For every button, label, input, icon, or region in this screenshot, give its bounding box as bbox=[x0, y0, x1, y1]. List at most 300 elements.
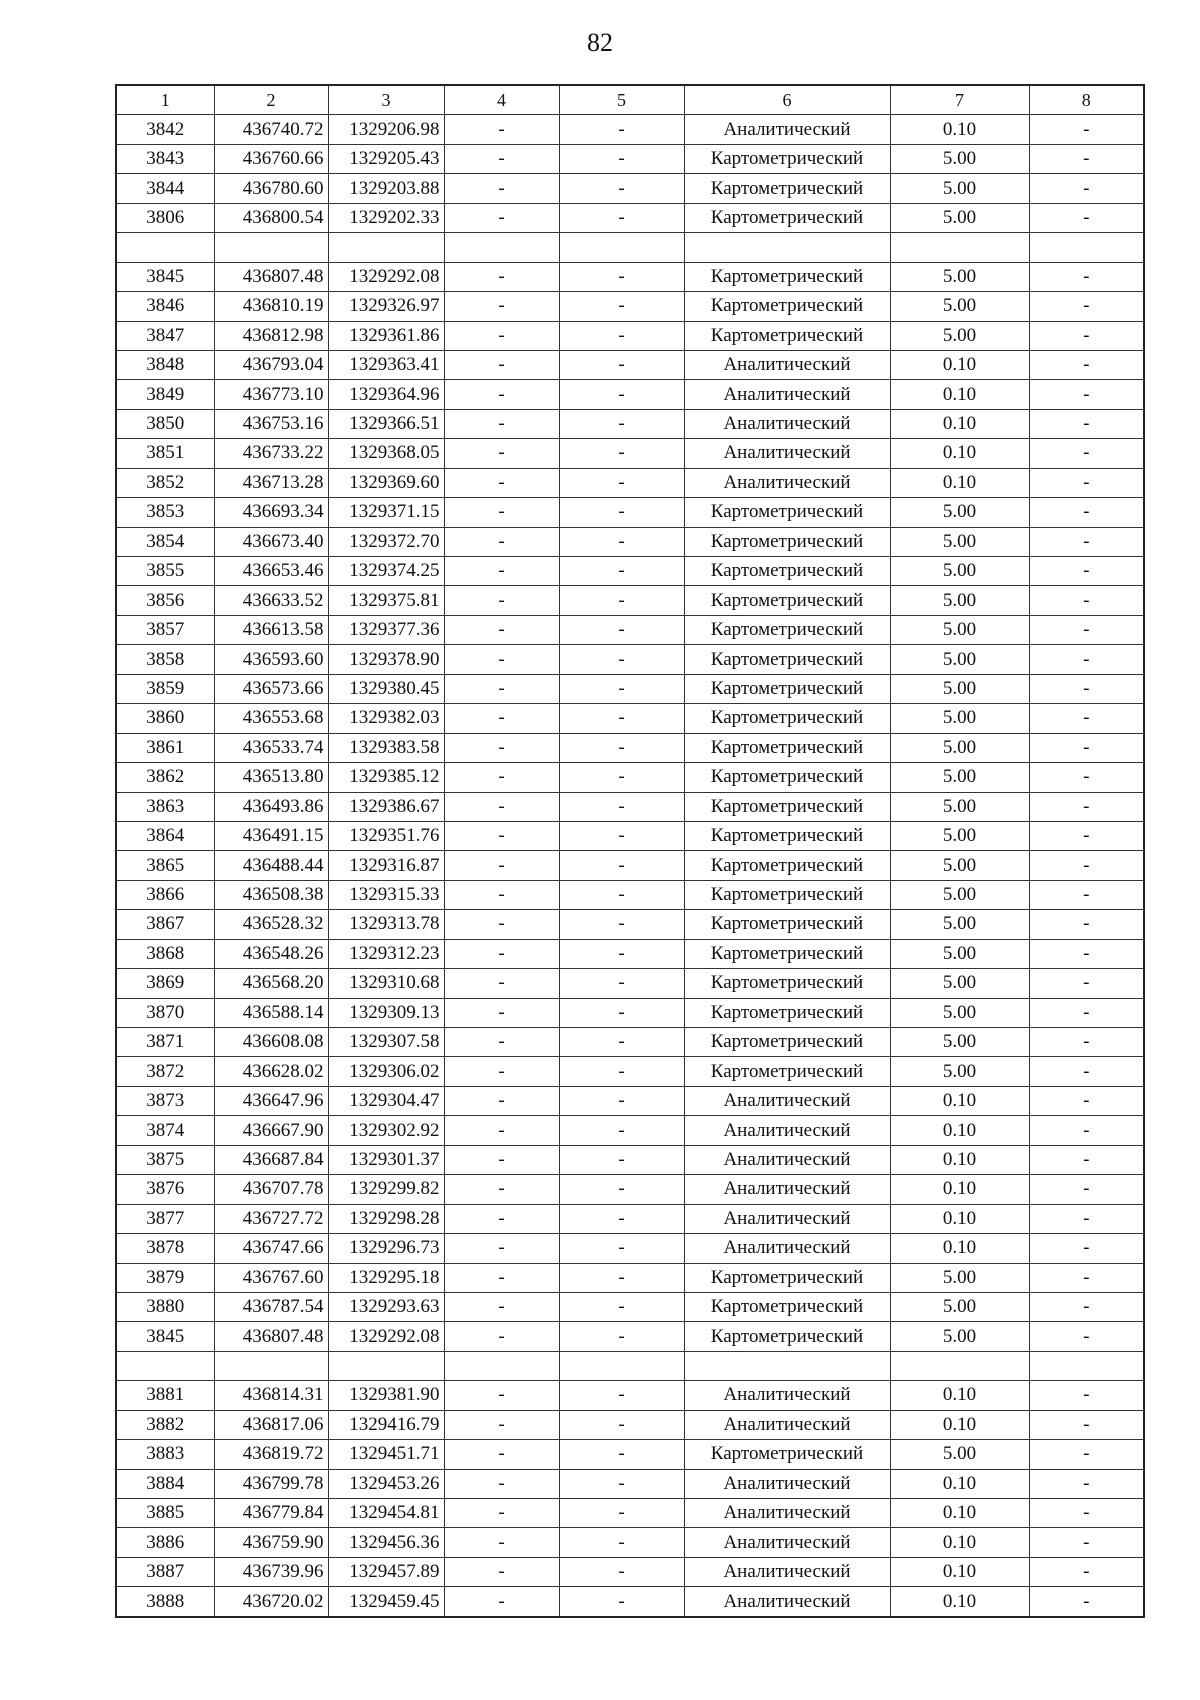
point-number-cell: 3845 bbox=[116, 1322, 214, 1351]
table-body bbox=[116, 115, 1144, 1617]
column-4-cell: - bbox=[444, 321, 559, 350]
point-number-cell: 3850 bbox=[116, 409, 214, 438]
column-4-cell: - bbox=[444, 144, 559, 173]
x-coordinate-cell: 436553.68 bbox=[214, 704, 328, 733]
column-8-cell: - bbox=[1029, 557, 1144, 586]
column-8-cell: - bbox=[1029, 851, 1144, 880]
y-coordinate-cell: 1329380.45 bbox=[328, 674, 444, 703]
y-coordinate-cell: 1329315.33 bbox=[328, 880, 444, 909]
method-cell: Картометрический bbox=[684, 645, 890, 674]
y-coordinate-cell: 1329301.37 bbox=[328, 1145, 444, 1174]
accuracy-cell: 5.00 bbox=[890, 262, 1029, 291]
column-8-cell: - bbox=[1029, 262, 1144, 291]
point-number-cell: 3860 bbox=[116, 704, 214, 733]
column-4-cell: - bbox=[444, 1057, 559, 1086]
column-5-cell: - bbox=[559, 586, 684, 615]
table-row bbox=[116, 615, 1144, 644]
column-5-cell: - bbox=[559, 115, 684, 144]
point-number-cell: 3868 bbox=[116, 939, 214, 968]
y-coordinate-cell: 1329385.12 bbox=[328, 763, 444, 792]
column-5-cell: - bbox=[559, 851, 684, 880]
point-number-cell: 3862 bbox=[116, 763, 214, 792]
point-number-cell: 3846 bbox=[116, 292, 214, 321]
x-coordinate-cell: 436673.40 bbox=[214, 527, 328, 556]
column-5-cell: - bbox=[559, 144, 684, 173]
table-row bbox=[116, 1351, 1144, 1380]
column-5-cell: - bbox=[559, 1057, 684, 1086]
accuracy-cell: 0.10 bbox=[890, 439, 1029, 468]
column-4-cell: - bbox=[444, 292, 559, 321]
point-number-cell: 3872 bbox=[116, 1057, 214, 1086]
accuracy-cell: 5.00 bbox=[890, 1292, 1029, 1321]
point-number-cell: 3843 bbox=[116, 144, 214, 173]
point-number-cell: 3879 bbox=[116, 1263, 214, 1292]
method-cell: Картометрический bbox=[684, 674, 890, 703]
table-row bbox=[116, 203, 1144, 232]
y-coordinate-cell: 1329369.60 bbox=[328, 468, 444, 497]
table-row bbox=[116, 409, 1144, 438]
column-4-cell: - bbox=[444, 969, 559, 998]
column-5-cell: - bbox=[559, 615, 684, 644]
column-8-cell: - bbox=[1029, 998, 1144, 1027]
method-cell: Картометрический bbox=[684, 1440, 890, 1469]
accuracy-cell: 5.00 bbox=[890, 763, 1029, 792]
point-number-cell: 3844 bbox=[116, 174, 214, 203]
table-row bbox=[116, 439, 1144, 468]
y-coordinate-cell: 1329316.87 bbox=[328, 851, 444, 880]
column-5-cell: - bbox=[559, 880, 684, 909]
column-8-cell: - bbox=[1029, 321, 1144, 350]
column-8-cell: - bbox=[1029, 1381, 1144, 1410]
y-coordinate-cell: 1329206.98 bbox=[328, 115, 444, 144]
x-coordinate-cell: 436588.14 bbox=[214, 998, 328, 1027]
x-coordinate-cell: 436653.46 bbox=[214, 557, 328, 586]
x-coordinate-cell: 436628.02 bbox=[214, 1057, 328, 1086]
column-4-cell: - bbox=[444, 910, 559, 939]
x-coordinate-cell: 436814.31 bbox=[214, 1381, 328, 1410]
column-4-cell: - bbox=[444, 1116, 559, 1145]
table-row bbox=[116, 880, 1144, 909]
table-row bbox=[116, 380, 1144, 409]
accuracy-cell: 5.00 bbox=[890, 969, 1029, 998]
point-number-cell: 3876 bbox=[116, 1175, 214, 1204]
accuracy-cell: 5.00 bbox=[890, 910, 1029, 939]
column-5-cell: - bbox=[559, 1440, 684, 1469]
x-coordinate-cell: 436687.84 bbox=[214, 1145, 328, 1174]
column-8-cell: - bbox=[1029, 527, 1144, 556]
x-coordinate-cell: 436633.52 bbox=[214, 586, 328, 615]
point-number-cell bbox=[116, 233, 214, 262]
x-coordinate-cell: 436513.80 bbox=[214, 763, 328, 792]
x-coordinate-cell: 436807.48 bbox=[214, 1322, 328, 1351]
method-cell: Картометрический bbox=[684, 821, 890, 850]
accuracy-cell: 5.00 bbox=[890, 821, 1029, 850]
x-coordinate-cell: 436493.86 bbox=[214, 792, 328, 821]
accuracy-cell: 5.00 bbox=[890, 998, 1029, 1027]
accuracy-cell: 0.10 bbox=[890, 1086, 1029, 1115]
column-4-cell: - bbox=[444, 1440, 559, 1469]
method-cell: Аналитический bbox=[684, 1381, 890, 1410]
point-number-cell: 3851 bbox=[116, 439, 214, 468]
table-row bbox=[116, 557, 1144, 586]
accuracy-cell: 0.10 bbox=[890, 1469, 1029, 1498]
point-number-cell: 3842 bbox=[116, 115, 214, 144]
point-number-cell: 3877 bbox=[116, 1204, 214, 1233]
point-number-cell: 3867 bbox=[116, 910, 214, 939]
table-row bbox=[116, 233, 1144, 262]
column-5-cell: - bbox=[559, 1410, 684, 1439]
point-number-cell: 3853 bbox=[116, 498, 214, 527]
column-4-cell: - bbox=[444, 1145, 559, 1174]
column-8-cell bbox=[1029, 233, 1144, 262]
y-coordinate-cell: 1329386.67 bbox=[328, 792, 444, 821]
y-coordinate-cell: 1329310.68 bbox=[328, 969, 444, 998]
x-coordinate-cell: 436812.98 bbox=[214, 321, 328, 350]
column-5-cell: - bbox=[559, 409, 684, 438]
point-number-cell: 3849 bbox=[116, 380, 214, 409]
column-8-cell: - bbox=[1029, 1057, 1144, 1086]
x-coordinate-cell: 436807.48 bbox=[214, 262, 328, 291]
column-5-cell: - bbox=[559, 821, 684, 850]
table-row bbox=[116, 468, 1144, 497]
method-cell: Аналитический bbox=[684, 1469, 890, 1498]
column-8-cell: - bbox=[1029, 880, 1144, 909]
x-coordinate-cell: 436817.06 bbox=[214, 1410, 328, 1439]
column-8-cell: - bbox=[1029, 1410, 1144, 1439]
column-4-cell: - bbox=[444, 704, 559, 733]
method-cell: Картометрический bbox=[684, 527, 890, 556]
column-5-cell: - bbox=[559, 645, 684, 674]
method-cell: Аналитический bbox=[684, 1499, 890, 1528]
column-5-cell: - bbox=[559, 1528, 684, 1557]
x-coordinate-cell: 436593.60 bbox=[214, 645, 328, 674]
accuracy-cell: 5.00 bbox=[890, 1057, 1029, 1086]
x-coordinate-cell: 436488.44 bbox=[214, 851, 328, 880]
table-row bbox=[116, 1028, 1144, 1057]
x-coordinate-cell: 436667.90 bbox=[214, 1116, 328, 1145]
method-cell: Аналитический bbox=[684, 1175, 890, 1204]
y-coordinate-cell: 1329381.90 bbox=[328, 1381, 444, 1410]
point-number-cell: 3855 bbox=[116, 557, 214, 586]
column-4-cell bbox=[444, 233, 559, 262]
x-coordinate-cell: 436780.60 bbox=[214, 174, 328, 203]
column-4-cell: - bbox=[444, 851, 559, 880]
point-number-cell: 3878 bbox=[116, 1234, 214, 1263]
method-cell: Аналитический bbox=[684, 1557, 890, 1586]
x-coordinate-cell: 436613.58 bbox=[214, 615, 328, 644]
method-cell: Картометрический bbox=[684, 586, 890, 615]
y-coordinate-cell: 1329377.36 bbox=[328, 615, 444, 644]
point-number-cell bbox=[116, 1351, 214, 1380]
column-header: 2 bbox=[214, 85, 328, 115]
column-8-cell: - bbox=[1029, 1234, 1144, 1263]
y-coordinate-cell: 1329378.90 bbox=[328, 645, 444, 674]
method-cell: Картометрический bbox=[684, 851, 890, 880]
column-5-cell: - bbox=[559, 557, 684, 586]
method-cell: Аналитический bbox=[684, 1116, 890, 1145]
point-number-cell: 3856 bbox=[116, 586, 214, 615]
column-8-cell: - bbox=[1029, 350, 1144, 379]
point-number-cell: 3852 bbox=[116, 468, 214, 497]
y-coordinate-cell: 1329364.96 bbox=[328, 380, 444, 409]
method-cell: Картометрический bbox=[684, 1028, 890, 1057]
column-5-cell: - bbox=[559, 704, 684, 733]
column-header: 8 bbox=[1029, 85, 1144, 115]
column-5-cell: - bbox=[559, 262, 684, 291]
column-8-cell: - bbox=[1029, 1175, 1144, 1204]
method-cell: Аналитический bbox=[684, 350, 890, 379]
column-8-cell: - bbox=[1029, 1322, 1144, 1351]
column-5-cell: - bbox=[559, 939, 684, 968]
table-row bbox=[116, 174, 1144, 203]
x-coordinate-cell: 436779.84 bbox=[214, 1499, 328, 1528]
column-8-cell: - bbox=[1029, 674, 1144, 703]
column-5-cell: - bbox=[559, 1557, 684, 1586]
column-4-cell: - bbox=[444, 1469, 559, 1498]
table-row bbox=[116, 969, 1144, 998]
accuracy-cell: 0.10 bbox=[890, 350, 1029, 379]
point-number-cell: 3875 bbox=[116, 1145, 214, 1174]
table-row bbox=[116, 1234, 1144, 1263]
method-cell: Аналитический bbox=[684, 439, 890, 468]
table-row bbox=[116, 821, 1144, 850]
column-4-cell: - bbox=[444, 1410, 559, 1439]
point-number-cell: 3864 bbox=[116, 821, 214, 850]
accuracy-cell: 5.00 bbox=[890, 292, 1029, 321]
accuracy-cell: 5.00 bbox=[890, 851, 1029, 880]
column-8-cell: - bbox=[1029, 1204, 1144, 1233]
x-coordinate-cell: 436760.66 bbox=[214, 144, 328, 173]
x-coordinate-cell: 436608.08 bbox=[214, 1028, 328, 1057]
table-row bbox=[116, 1263, 1144, 1292]
point-number-cell: 3858 bbox=[116, 645, 214, 674]
accuracy-cell: 0.10 bbox=[890, 1528, 1029, 1557]
accuracy-cell: 5.00 bbox=[890, 498, 1029, 527]
column-header: 6 bbox=[684, 85, 890, 115]
y-coordinate-cell: 1329299.82 bbox=[328, 1175, 444, 1204]
accuracy-cell: 0.10 bbox=[890, 1587, 1029, 1617]
point-number-cell: 3845 bbox=[116, 262, 214, 291]
column-4-cell: - bbox=[444, 527, 559, 556]
y-coordinate-cell: 1329375.81 bbox=[328, 586, 444, 615]
x-coordinate-cell: 436733.22 bbox=[214, 439, 328, 468]
table-row bbox=[116, 1175, 1144, 1204]
x-coordinate-cell: 436800.54 bbox=[214, 203, 328, 232]
accuracy-cell: 5.00 bbox=[890, 321, 1029, 350]
method-cell: Картометрический bbox=[684, 174, 890, 203]
y-coordinate-cell: 1329383.58 bbox=[328, 733, 444, 762]
y-coordinate-cell: 1329295.18 bbox=[328, 1263, 444, 1292]
column-5-cell: - bbox=[559, 498, 684, 527]
method-cell: Аналитический bbox=[684, 1587, 890, 1617]
column-8-cell: - bbox=[1029, 1028, 1144, 1057]
y-coordinate-cell: 1329293.63 bbox=[328, 1292, 444, 1321]
table-row bbox=[116, 910, 1144, 939]
y-coordinate-cell bbox=[328, 1351, 444, 1380]
accuracy-cell: 0.10 bbox=[890, 1175, 1029, 1204]
x-coordinate-cell: 436548.26 bbox=[214, 939, 328, 968]
column-8-cell bbox=[1029, 1351, 1144, 1380]
method-cell: Картометрический bbox=[684, 1292, 890, 1321]
column-8-cell: - bbox=[1029, 409, 1144, 438]
x-coordinate-cell: 436810.19 bbox=[214, 292, 328, 321]
table-row bbox=[116, 1528, 1144, 1557]
method-cell: Картометрический bbox=[684, 557, 890, 586]
point-number-cell: 3873 bbox=[116, 1086, 214, 1115]
y-coordinate-cell: 1329205.43 bbox=[328, 144, 444, 173]
point-number-cell: 3847 bbox=[116, 321, 214, 350]
table-row bbox=[116, 350, 1144, 379]
point-number-cell: 3866 bbox=[116, 880, 214, 909]
method-cell: Картометрический bbox=[684, 292, 890, 321]
y-coordinate-cell: 1329296.73 bbox=[328, 1234, 444, 1263]
accuracy-cell: 0.10 bbox=[890, 1499, 1029, 1528]
column-4-cell: - bbox=[444, 203, 559, 232]
column-5-cell: - bbox=[559, 763, 684, 792]
column-5-cell: - bbox=[559, 292, 684, 321]
accuracy-cell: 0.10 bbox=[890, 1381, 1029, 1410]
accuracy-cell: 5.00 bbox=[890, 557, 1029, 586]
method-cell: Картометрический bbox=[684, 910, 890, 939]
column-4-cell: - bbox=[444, 645, 559, 674]
method-cell: Картометрический bbox=[684, 704, 890, 733]
point-number-cell: 3871 bbox=[116, 1028, 214, 1057]
method-cell: Аналитический bbox=[684, 1086, 890, 1115]
method-cell bbox=[684, 1351, 890, 1380]
column-4-cell: - bbox=[444, 763, 559, 792]
accuracy-cell: 5.00 bbox=[890, 880, 1029, 909]
column-8-cell: - bbox=[1029, 144, 1144, 173]
column-5-cell: - bbox=[559, 527, 684, 556]
column-5-cell: - bbox=[559, 1292, 684, 1321]
method-cell: Картометрический bbox=[684, 203, 890, 232]
column-8-cell: - bbox=[1029, 704, 1144, 733]
column-4-cell: - bbox=[444, 586, 559, 615]
table-row bbox=[116, 1204, 1144, 1233]
table-row bbox=[116, 115, 1144, 144]
y-coordinate-cell: 1329371.15 bbox=[328, 498, 444, 527]
accuracy-cell: 0.10 bbox=[890, 380, 1029, 409]
method-cell: Аналитический bbox=[684, 1234, 890, 1263]
y-coordinate-cell: 1329456.36 bbox=[328, 1528, 444, 1557]
column-5-cell: - bbox=[559, 1381, 684, 1410]
point-number-cell: 3886 bbox=[116, 1528, 214, 1557]
column-4-cell: - bbox=[444, 998, 559, 1027]
y-coordinate-cell: 1329372.70 bbox=[328, 527, 444, 556]
column-5-cell: - bbox=[559, 969, 684, 998]
column-header: 4 bbox=[444, 85, 559, 115]
column-8-cell: - bbox=[1029, 733, 1144, 762]
method-cell: Картометрический bbox=[684, 1322, 890, 1351]
point-number-cell: 3806 bbox=[116, 203, 214, 232]
table-row bbox=[116, 763, 1144, 792]
point-number-cell: 3882 bbox=[116, 1410, 214, 1439]
accuracy-cell: 5.00 bbox=[890, 645, 1029, 674]
point-number-cell: 3884 bbox=[116, 1469, 214, 1498]
column-header: 5 bbox=[559, 85, 684, 115]
column-4-cell: - bbox=[444, 439, 559, 468]
method-cell: Картометрический bbox=[684, 1057, 890, 1086]
accuracy-cell: 5.00 bbox=[890, 586, 1029, 615]
method-cell: Картометрический bbox=[684, 1263, 890, 1292]
column-8-cell: - bbox=[1029, 1528, 1144, 1557]
table-row bbox=[116, 998, 1144, 1027]
column-5-cell: - bbox=[559, 1028, 684, 1057]
x-coordinate-cell: 436727.72 bbox=[214, 1204, 328, 1233]
x-coordinate-cell: 436491.15 bbox=[214, 821, 328, 850]
column-8-cell: - bbox=[1029, 1499, 1144, 1528]
accuracy-cell: 5.00 bbox=[890, 733, 1029, 762]
x-coordinate-cell bbox=[214, 1351, 328, 1380]
column-5-cell: - bbox=[559, 910, 684, 939]
point-number-cell: 3880 bbox=[116, 1292, 214, 1321]
coordinates-table bbox=[115, 84, 1145, 1618]
column-4-cell: - bbox=[444, 1587, 559, 1617]
y-coordinate-cell: 1329312.23 bbox=[328, 939, 444, 968]
column-5-cell: - bbox=[559, 1322, 684, 1351]
column-5-cell: - bbox=[559, 1469, 684, 1498]
accuracy-cell: 0.10 bbox=[890, 1145, 1029, 1174]
column-4-cell: - bbox=[444, 350, 559, 379]
table-row bbox=[116, 1499, 1144, 1528]
column-8-cell: - bbox=[1029, 1263, 1144, 1292]
method-cell: Аналитический bbox=[684, 409, 890, 438]
column-4-cell: - bbox=[444, 792, 559, 821]
accuracy-cell: 5.00 bbox=[890, 792, 1029, 821]
column-4-cell: - bbox=[444, 468, 559, 497]
column-8-cell: - bbox=[1029, 468, 1144, 497]
x-coordinate-cell: 436573.66 bbox=[214, 674, 328, 703]
y-coordinate-cell: 1329416.79 bbox=[328, 1410, 444, 1439]
accuracy-cell: 0.10 bbox=[890, 115, 1029, 144]
column-4-cell: - bbox=[444, 557, 559, 586]
method-cell: Картометрический bbox=[684, 998, 890, 1027]
y-coordinate-cell: 1329306.02 bbox=[328, 1057, 444, 1086]
table-row bbox=[116, 292, 1144, 321]
point-number-cell: 3885 bbox=[116, 1499, 214, 1528]
table-row bbox=[116, 262, 1144, 291]
table-row bbox=[116, 527, 1144, 556]
column-header: 1 bbox=[116, 85, 214, 115]
point-number-cell: 3865 bbox=[116, 851, 214, 880]
accuracy-cell: 5.00 bbox=[890, 527, 1029, 556]
column-5-cell: - bbox=[559, 439, 684, 468]
column-4-cell: - bbox=[444, 1557, 559, 1586]
x-coordinate-cell: 436759.90 bbox=[214, 1528, 328, 1557]
method-cell: Картометрический bbox=[684, 144, 890, 173]
column-8-cell: - bbox=[1029, 1086, 1144, 1115]
column-8-cell: - bbox=[1029, 1145, 1144, 1174]
column-5-cell: - bbox=[559, 1086, 684, 1115]
y-coordinate-cell: 1329374.25 bbox=[328, 557, 444, 586]
method-cell: Картометрический bbox=[684, 969, 890, 998]
column-5-cell: - bbox=[559, 1499, 684, 1528]
x-coordinate-cell: 436528.32 bbox=[214, 910, 328, 939]
table-header-row bbox=[116, 85, 1144, 115]
column-5-cell bbox=[559, 1351, 684, 1380]
method-cell: Картометрический bbox=[684, 792, 890, 821]
point-number-cell: 3859 bbox=[116, 674, 214, 703]
column-8-cell: - bbox=[1029, 1116, 1144, 1145]
point-number-cell: 3869 bbox=[116, 969, 214, 998]
y-coordinate-cell: 1329454.81 bbox=[328, 1499, 444, 1528]
y-coordinate-cell: 1329203.88 bbox=[328, 174, 444, 203]
method-cell: Аналитический bbox=[684, 1410, 890, 1439]
table-row bbox=[116, 498, 1144, 527]
table-row bbox=[116, 733, 1144, 762]
accuracy-cell: 0.10 bbox=[890, 409, 1029, 438]
column-8-cell: - bbox=[1029, 1440, 1144, 1469]
